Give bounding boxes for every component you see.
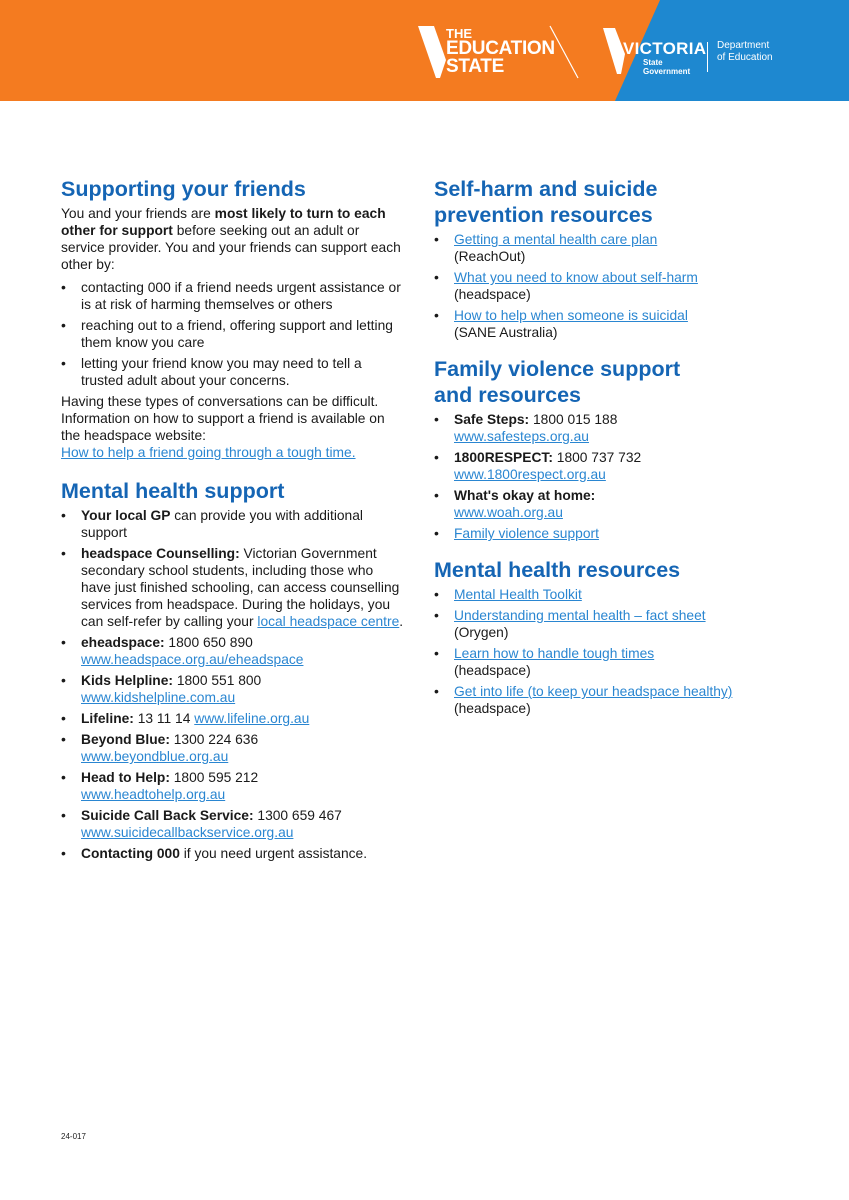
header-banner: [0, 0, 849, 101]
family-heading-line-2: and resources: [434, 383, 581, 407]
list-item: [434, 645, 794, 679]
emergency-text: if you need urgent assistance.: [179, 846, 368, 861]
list-item: • letting your friend know you may need to tell a trusted adult about your concerns.: [61, 355, 406, 389]
service-url-link[interactable]: www.headtohelp.org.au: [81, 787, 226, 802]
mental-health-resources-heading: Mental health resources: [434, 558, 681, 582]
resource-source: (Orygen): [454, 625, 509, 640]
document-code: 24-017: [61, 1132, 86, 1141]
service-name: Safe Steps:: [454, 412, 530, 427]
gp-label: Your local GP: [81, 508, 171, 523]
friends-intro-bold: most likely to turn to each other for support: [61, 206, 386, 238]
list-item: [434, 525, 794, 542]
headspace-text: Victorian Government secondary school students, including those who have just finished schooling, can access counselling services from headspace. During the holidays, you can self-refer by calling your: [81, 546, 400, 629]
logo-state: STATE: [446, 56, 504, 77]
service-url-link[interactable]: www.kidshelpline.com.au: [81, 690, 236, 705]
service-url-link[interactable]: www.headspace.org.au/eheadspace: [81, 652, 304, 667]
service-name: What's okay at home:: [454, 488, 596, 503]
left-column: [61, 176, 406, 862]
emergency-label: Contacting 000: [81, 846, 180, 861]
service-url-link[interactable]: www.woah.org.au: [454, 505, 563, 520]
resource-source: (headspace): [454, 287, 531, 302]
service-name: Beyond Blue:: [81, 732, 170, 747]
vic-sub-state: State: [643, 58, 663, 67]
service-phone: 1800 737 732: [552, 450, 642, 465]
logo-divider: [707, 42, 708, 72]
service-name: Head to Help:: [81, 770, 170, 785]
list-item: [61, 545, 406, 630]
department-label: [717, 40, 797, 64]
friends-outro: [61, 393, 406, 461]
resource-link[interactable]: Getting a mental health care plan: [454, 232, 658, 247]
service-url-link[interactable]: www.suicidecallbackservice.org.au: [81, 825, 294, 840]
service-url-link[interactable]: www.1800respect.org.au: [454, 467, 606, 482]
service-phone: 1800 015 188: [529, 412, 618, 427]
victoria-wordmark: VICTORIA: [623, 39, 707, 58]
service-name: Suicide Call Back Service:: [81, 808, 254, 823]
vic-sub-government: Government: [643, 67, 691, 76]
service-name: eheadspace:: [81, 635, 165, 650]
service-phone: 1800 595 212: [169, 770, 259, 785]
list-item: [434, 231, 794, 265]
selfharm-heading: [434, 176, 794, 228]
resource-source: (headspace): [454, 701, 531, 716]
toolkit-link[interactable]: Mental Health Toolkit: [454, 587, 582, 602]
list-item: [434, 586, 794, 603]
resource-source: (ReachOut): [454, 249, 526, 264]
gp-text: can provide you with additional support: [81, 508, 363, 540]
service-url-link[interactable]: www.beyondblue.org.au: [81, 749, 229, 764]
friends-intro: [61, 205, 406, 273]
list-item: [434, 411, 794, 445]
resource-link[interactable]: What you need to know about self-harm: [454, 270, 698, 285]
selfharm-list: [434, 231, 794, 341]
service-phone: 1800 650 890: [164, 635, 253, 650]
mental-resources-list: [434, 586, 794, 717]
list-item: [61, 672, 406, 706]
dept-line-2: of Education: [717, 52, 773, 63]
local-headspace-link[interactable]: local headspace centre: [257, 614, 400, 629]
list-item: [61, 634, 406, 668]
service-phone: 13 11 14: [133, 711, 195, 726]
help-friend-link[interactable]: How to help a friend going through a tough time.: [61, 445, 356, 460]
service-name: Kids Helpline:: [81, 673, 173, 688]
resource-source: (SANE Australia): [454, 325, 558, 340]
list-item: [61, 769, 406, 803]
list-item: [434, 683, 794, 717]
supporting-friends-heading: Supporting your friends: [61, 177, 306, 201]
list-item: • reaching out to a friend, offering support and letting them know you care: [61, 317, 406, 351]
right-column: [434, 176, 794, 717]
service-name: 1800RESPECT:: [454, 450, 553, 465]
friends-intro-text: You and your friends are: [61, 206, 215, 221]
resource-link[interactable]: How to help when someone is suicidal: [454, 308, 688, 323]
friends-support-list: [61, 279, 406, 389]
selfharm-heading-line-1: Self-harm and suicide: [434, 177, 658, 201]
family-violence-heading: [434, 356, 794, 408]
service-url-link[interactable]: www.lifeline.org.au: [194, 711, 310, 726]
dept-line-1: Department: [717, 40, 770, 51]
list-item: [434, 449, 794, 483]
list-item: [61, 807, 406, 841]
resource-link[interactable]: Understanding mental health – fact sheet: [454, 608, 706, 623]
list-item: [434, 269, 794, 303]
logo-slash-icon: [548, 24, 580, 80]
list-item: [434, 307, 794, 341]
mental-health-support-heading: Mental health support: [61, 479, 285, 503]
headspace-end: .: [399, 614, 404, 629]
list-item: [434, 607, 794, 641]
state-government-label: [643, 58, 703, 76]
selfharm-heading-line-2: prevention resources: [434, 203, 653, 227]
resource-link[interactable]: Learn how to handle tough times: [454, 646, 655, 661]
logo-education: EDUCATION: [446, 38, 555, 59]
list-item: • contacting 000 if a friend needs urgent assistance or is at risk of harming themselves or others: [61, 279, 406, 313]
education-state-logo: [446, 27, 555, 76]
headspace-label: headspace Counselling:: [81, 546, 240, 561]
friends-outro-text: Having these types of conversations can be difficult. Information on how to support a friend is available on the headspace website:: [61, 394, 385, 443]
list-item: [434, 487, 794, 521]
list-item: [61, 845, 406, 862]
mental-support-list: [61, 507, 406, 862]
service-name: Lifeline:: [81, 711, 134, 726]
list-item: [61, 731, 406, 765]
family-violence-list: [434, 411, 794, 542]
service-url-link[interactable]: www.safesteps.org.au: [454, 429, 589, 444]
logo-the: THE: [446, 26, 472, 41]
list-item: [61, 710, 406, 727]
resource-source: (headspace): [454, 663, 531, 678]
resource-link[interactable]: Get into life (to keep your headspace healthy): [454, 684, 733, 699]
service-phone: 1300 659 467: [253, 808, 342, 823]
friends-intro-text-2: before seeking out an adult or service provider. You and your friends can support each other by:: [61, 223, 401, 272]
service-phone: 1300 224 636: [169, 732, 259, 747]
family-violence-support-link[interactable]: Family violence support: [454, 526, 599, 541]
family-heading-line-1: Family violence support: [434, 357, 681, 381]
list-item: [61, 507, 406, 541]
service-phone: 1800 551 800: [173, 673, 262, 688]
